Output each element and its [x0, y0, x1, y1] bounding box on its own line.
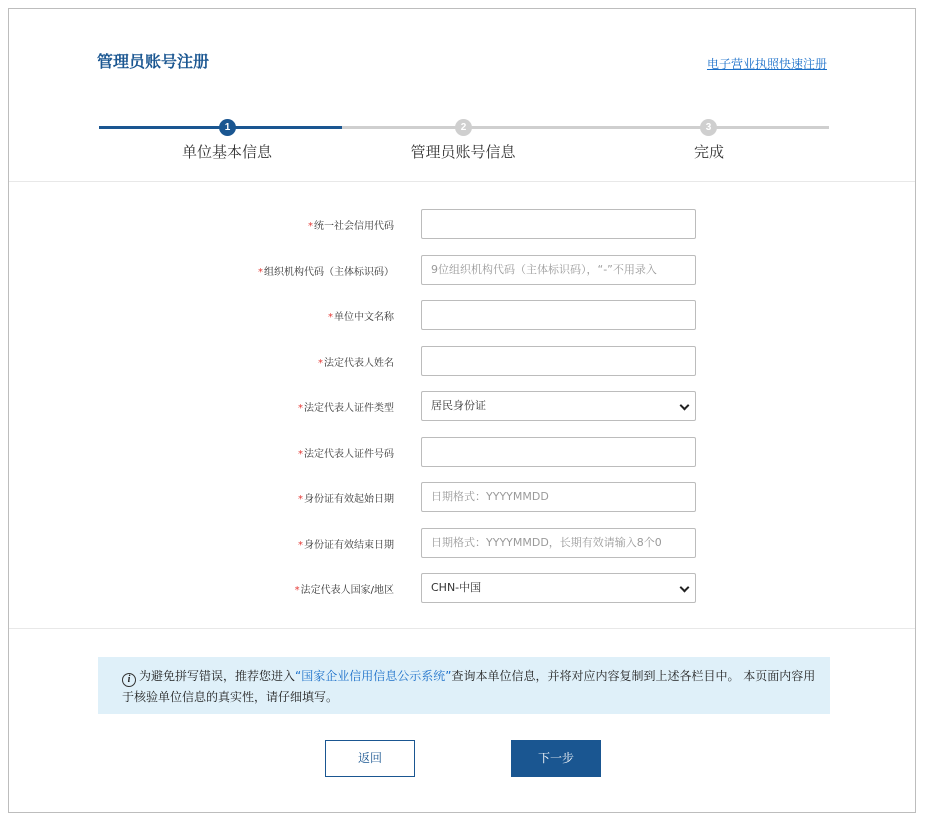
form-row-country — [9, 573, 915, 603]
header-divider — [9, 181, 915, 182]
id-end-date-label: *身份证有效结束日期 — [298, 540, 394, 551]
id-type-select[interactable] — [421, 391, 696, 421]
credit-code-input[interactable] — [421, 209, 696, 239]
required-mark: * — [298, 403, 303, 414]
form-row-id-start-date — [9, 482, 915, 512]
notice-link[interactable]: “国家企业信用信息公示系统” — [295, 669, 452, 683]
step-3-label: 完成 — [693, 143, 725, 161]
country-value: CHN-中国 — [431, 581, 482, 594]
id-start-date-label: *身份证有效起始日期 — [298, 494, 394, 505]
required-mark: * — [298, 540, 303, 551]
required-mark: * — [258, 267, 263, 278]
page-title: 管理员账号注册 — [97, 52, 210, 71]
step-1-label: 单位基本信息 — [181, 143, 273, 161]
back-button[interactable]: 返回 — [325, 740, 415, 777]
required-mark: * — [298, 494, 303, 505]
notice-text-before: 为避免拼写错误，推荐您进入 — [139, 669, 296, 683]
registration-panel — [8, 8, 916, 813]
credit-code-label: *统一社会信用代码 — [308, 221, 394, 232]
form-row-chinese-name — [9, 300, 915, 330]
required-mark: * — [298, 449, 303, 460]
stepper-track-line — [342, 126, 829, 129]
form-divider — [9, 628, 915, 629]
id-start-date-input[interactable]: 日期格式：YYYYMMDD — [421, 482, 696, 512]
country-select[interactable] — [421, 573, 696, 603]
id-type-label: *法定代表人证件类型 — [298, 403, 394, 414]
form-row-id-number — [9, 437, 915, 467]
id-number-label: *法定代表人证件号码 — [298, 449, 394, 460]
required-mark: * — [294, 585, 300, 596]
chevron-down-icon — [680, 583, 690, 593]
org-code-input[interactable]: 9位组织机构代码（主体标识码），“-”不用录入 — [421, 255, 696, 285]
stepper — [99, 113, 829, 163]
country-label: *法定代表人国家/地区 — [294, 585, 394, 596]
id-end-date-input[interactable]: 日期格式：YYYYMMDD，长期有效请输入8个0 — [421, 528, 696, 558]
form-row-org-code — [9, 255, 915, 285]
step-2-label: 管理员账号信息 — [410, 143, 516, 161]
form-row-legal-rep-name — [9, 346, 915, 376]
legal-rep-name-label: *法定代表人姓名 — [318, 358, 394, 369]
step-2-dot: 2 — [455, 119, 472, 136]
org-code-label: *组织机构代码（主体标识码） — [258, 267, 394, 278]
info-icon: i — [122, 673, 136, 687]
chevron-down-icon — [680, 401, 690, 411]
legal-rep-name-input[interactable] — [421, 346, 696, 376]
required-mark: * — [318, 358, 323, 369]
id-type-value: 居民身份证 — [431, 399, 486, 412]
chinese-name-input[interactable] — [421, 300, 696, 330]
form-row-credit-code — [9, 209, 915, 239]
info-notice — [98, 657, 830, 714]
quick-register-link[interactable]: 电子营业执照快速注册 — [706, 57, 827, 71]
form-row-id-type — [9, 391, 915, 421]
required-mark: * — [308, 221, 313, 232]
next-button[interactable]: 下一步 — [511, 740, 601, 777]
required-mark: * — [328, 312, 333, 323]
step-3-dot: 3 — [700, 119, 717, 136]
notice-text-after: 查询本单位信息，并将对应内容复制到上述各栏目中。 本页面内容用于核验单位信息的真实性，请仔细填写。 — [122, 669, 816, 704]
id-number-input[interactable] — [421, 437, 696, 467]
form-row-id-end-date — [9, 528, 915, 558]
chinese-name-label: *单位中文名称 — [328, 312, 394, 323]
step-1-dot: 1 — [219, 119, 236, 136]
